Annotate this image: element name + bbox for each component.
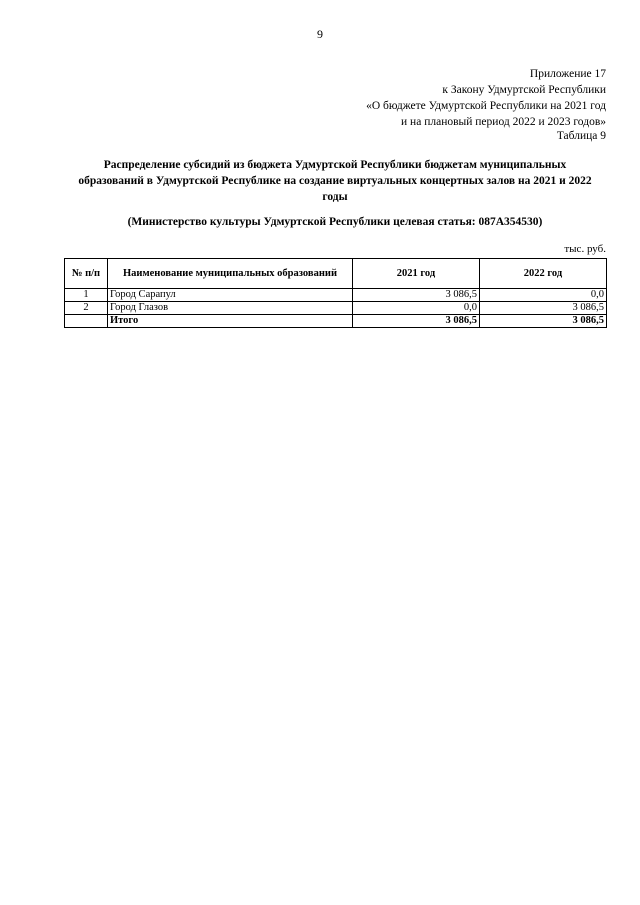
total-2021: 3 086,5: [353, 315, 480, 328]
ministry-subtitle: (Министерство культуры Удмуртской Республики целевая статья: 087A354530): [127, 216, 543, 228]
cell-name: Город Глазов: [108, 302, 353, 315]
page-number: 9: [317, 27, 323, 41]
cell-2021: 0,0: [353, 302, 480, 315]
appendix-line-1: Приложение 17: [529, 68, 606, 80]
header-2022: 2022 год: [480, 259, 607, 289]
total-label: Итого: [108, 315, 353, 328]
table-row: [65, 289, 607, 302]
appendix-line-3: «О бюджете Удмуртской Республики на 2021 год: [366, 100, 606, 112]
total-2022: 3 086,5: [480, 315, 607, 328]
appendix-line-4: и на плановый период 2022 и 2023 годов»: [401, 116, 606, 128]
header-name: Наименование муниципальных образований: [108, 259, 353, 289]
table-row: [65, 302, 607, 315]
total-num: [65, 315, 108, 328]
header-num: № п/п: [65, 259, 108, 289]
cell-2021: 3 086,5: [353, 289, 480, 302]
table-header-row: [65, 259, 607, 289]
subsidy-table: [64, 258, 607, 328]
cell-num: 2: [65, 302, 108, 315]
cell-2022: 3 086,5: [480, 302, 607, 315]
appendix-line-2: к Закону Удмуртской Республики: [442, 84, 606, 96]
table-label: Таблица 9: [556, 130, 606, 142]
cell-2022: 0,0: [480, 289, 607, 302]
units-label: тыс. руб.: [564, 243, 606, 255]
cell-num: 1: [65, 289, 108, 302]
header-2021: 2021 год: [353, 259, 480, 289]
cell-name: Город Сарапул: [108, 289, 353, 302]
table-total-row: [65, 315, 607, 328]
appendix-reference: [366, 66, 606, 130]
document-title: Распределение субсидий из бюджета Удмуртской Республики бюджетам муниципальных образований в Удмуртской Республике на создание виртуальных концертных залов на 2021 и 2022 годы: [78, 159, 592, 203]
